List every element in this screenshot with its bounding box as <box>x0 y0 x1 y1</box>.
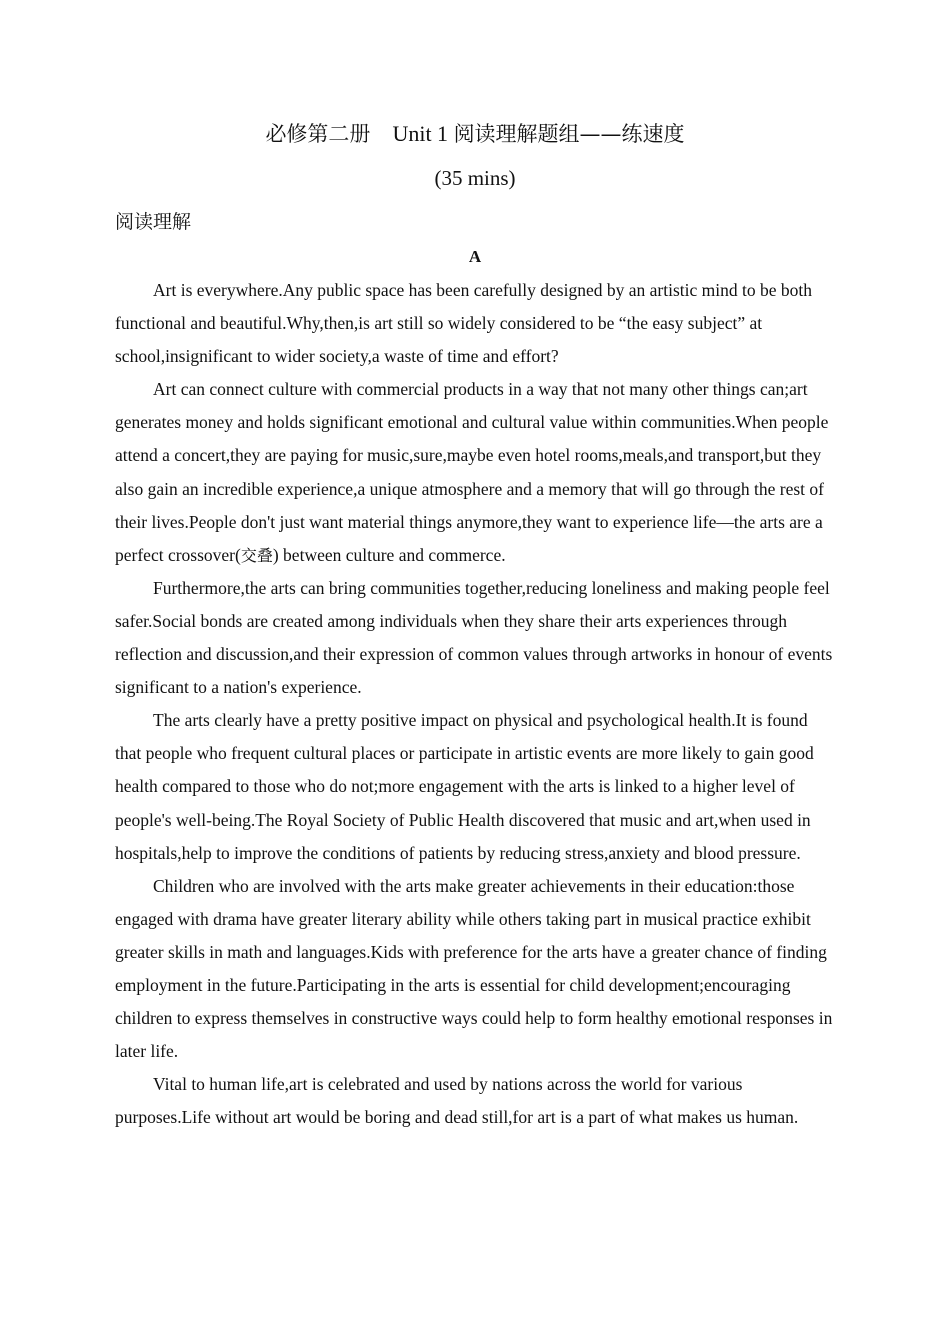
document-page <box>115 112 835 1134</box>
passage-label: A <box>468 247 482 266</box>
title-book: 必修第二册 <box>265 122 371 146</box>
paragraph-3: Furthermore,the arts can bring communities together,reducing loneliness and making people feel safer.Social bonds are created among individuals when they share their arts experiences through reflection and discussion,and their expression of common values through artworks in honour of events significant to a nation's experience. <box>115 577 833 698</box>
title-topic: 阅读理解题组——练速度 <box>453 122 685 146</box>
section-heading: 阅读理解 <box>115 211 192 233</box>
paragraph-1: Art is everywhere.Any public space has been carefully designed by an artistic mind to be both functional and beautiful.Why,then,is art still so widely considered to be “the easy subject” at school,insignificant to wider society,a waste of time and effort? <box>115 280 812 367</box>
time-limit: (35 mins) <box>434 166 516 190</box>
title-unit: Unit 1 <box>392 121 449 146</box>
paragraph-6: Vital to human life,art is celebrated and used by nations across the world for various purposes.Life without art would be boring and dead still,for art is a part of what makes us human. <box>115 1074 799 1128</box>
chinese-gloss: 交叠 <box>240 545 273 565</box>
paragraph-2 <box>115 373 835 572</box>
paragraph-4: The arts clearly have a pretty positive impact on physical and psychological health.It is found that people who frequent cultural places or participate in artistic events are more likely to gain good health compared to those who do not;more engagement with the arts is linked to a higher level of people's well-being.The Royal Society of Public Health discovered that music and art,when used in hospitals,help to improve the conditions of patients by reducing stress,anxiety and blood pressure. <box>115 710 814 863</box>
paragraph-5: Children who are involved with the arts make greater achievements in their education:those engaged with drama have greater literary ability while others taking part in musical practice exhibit greater skills in math and languages.Kids with preference for the arts have a greater chance of finding employment in the future.Participating in the arts is essential for child development;encouraging children to express themselves in constructive ways could help to form healthy emotional responses in later life. <box>115 875 833 1062</box>
page-title <box>115 112 835 156</box>
paragraph-2-text: Art can connect culture with commercial products in a way that not many other things can;art generates money and holds significant emotional and cultural value within communities.When people attend a concert,they are paying for music,sure,maybe even hotel rooms,meals,and transport,but they also gain an incredible experience,a unique atmosphere and a memory that will go through the rest of their lives.People don't just want material things anymore,they want to experience life—the arts are a perfect crossover( <box>115 379 829 565</box>
paragraph-2-tail: ) between culture and commerce. <box>272 544 506 565</box>
